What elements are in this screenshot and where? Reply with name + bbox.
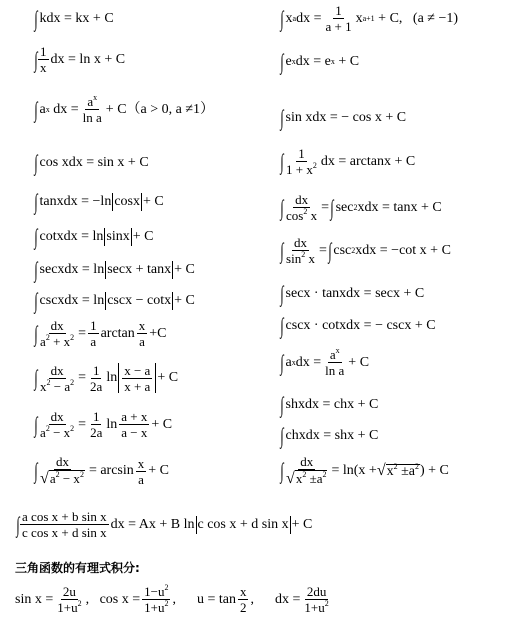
formula-right-1: ∫ x a dx = 1 a + 1 x a+1 + C, (a ≠ −1) xyxy=(280,3,459,34)
formula-left-11: ∫ dx $a^2 - x^2$ = 1 2a ln a + x a − x + C xyxy=(34,409,173,440)
formula-right-10: ∫ shxdx = chx + C xyxy=(280,392,379,417)
formula-right-9: ∫ a x dx = $a^x$ ln a + C xyxy=(280,346,370,378)
formula-right-2: ∫ e x dx = e x + C xyxy=(280,49,360,74)
formula-left-1: ∫ kdx = kx + C xyxy=(34,6,114,31)
formula-left-9: ∫ dx $a^2 + x^2$ = 1 a arctan x a +C xyxy=(34,318,167,349)
formula-right-5: ∫ dx $\cos^2 x$ = ∫ sec 2 xdx = tanx + C xyxy=(280,192,442,223)
formula-left-8: ∫ cscxdx = ln cscx − cotx + C xyxy=(34,288,195,313)
formula-left-10: ∫ dx $x^2 - a^2$ = 1 2a ln x − a x + a + C xyxy=(34,362,179,394)
substitution-formulas: sin x = 2u $1+u^2$ , cos x = $1-u^2$ $1+u^2$ , u = tan x 2 , dx = 2du $1+u^2$ xyxy=(15,583,329,615)
formula-left-2: ∫ 1 x dx = ln x + C xyxy=(34,44,126,75)
section-heading: 三角函数的有理式积分: xyxy=(15,561,140,575)
formula-right-11: ∫ chxdx = shx + C xyxy=(280,423,379,448)
formula-left-7: ∫ secxdx = ln secx + tanx + C xyxy=(34,257,195,282)
formula-wide: ∫ a cos x + b sin x c cos x + d sin x dx = Ax + B ln c cos x + d sin x + C xyxy=(16,509,313,540)
formula-right-12: ∫ dx $√x^2 \pm a^2$ = ln(x + √ $x^2 \pm a^2$ ) + C xyxy=(280,454,449,487)
formula-left-4: ∫ cos xdx = sin x + C xyxy=(34,150,149,175)
formula-left-6: ∫ cotxdx = ln sinx + C xyxy=(34,224,154,249)
formula-right-7: ∫ secx · tanxdx = secx + C xyxy=(280,281,425,306)
formula-left-5: ∫ tanxdx = −ln cosx + C xyxy=(34,189,164,214)
formula-left-12: ∫ dx $√a^2 - x^2$ = arcsin x a + C xyxy=(34,454,169,487)
formula-right-8: ∫ cscx · cotxdx = − cscx + C xyxy=(280,313,436,338)
formula-right-3: ∫ sin xdx = − cos x + C xyxy=(280,105,407,130)
formula-right-4: ∫ 1 $1 + x^2$ dx = arctanx + C xyxy=(280,146,416,177)
formula-left-3: ∫ a x dx = $a^x$ ln a + C（a > 0, a ≠1） xyxy=(34,93,215,125)
formula-right-6: ∫ dx $\sin^2 x$ = ∫ csc 2 xdx = −cot x + C xyxy=(280,235,451,266)
